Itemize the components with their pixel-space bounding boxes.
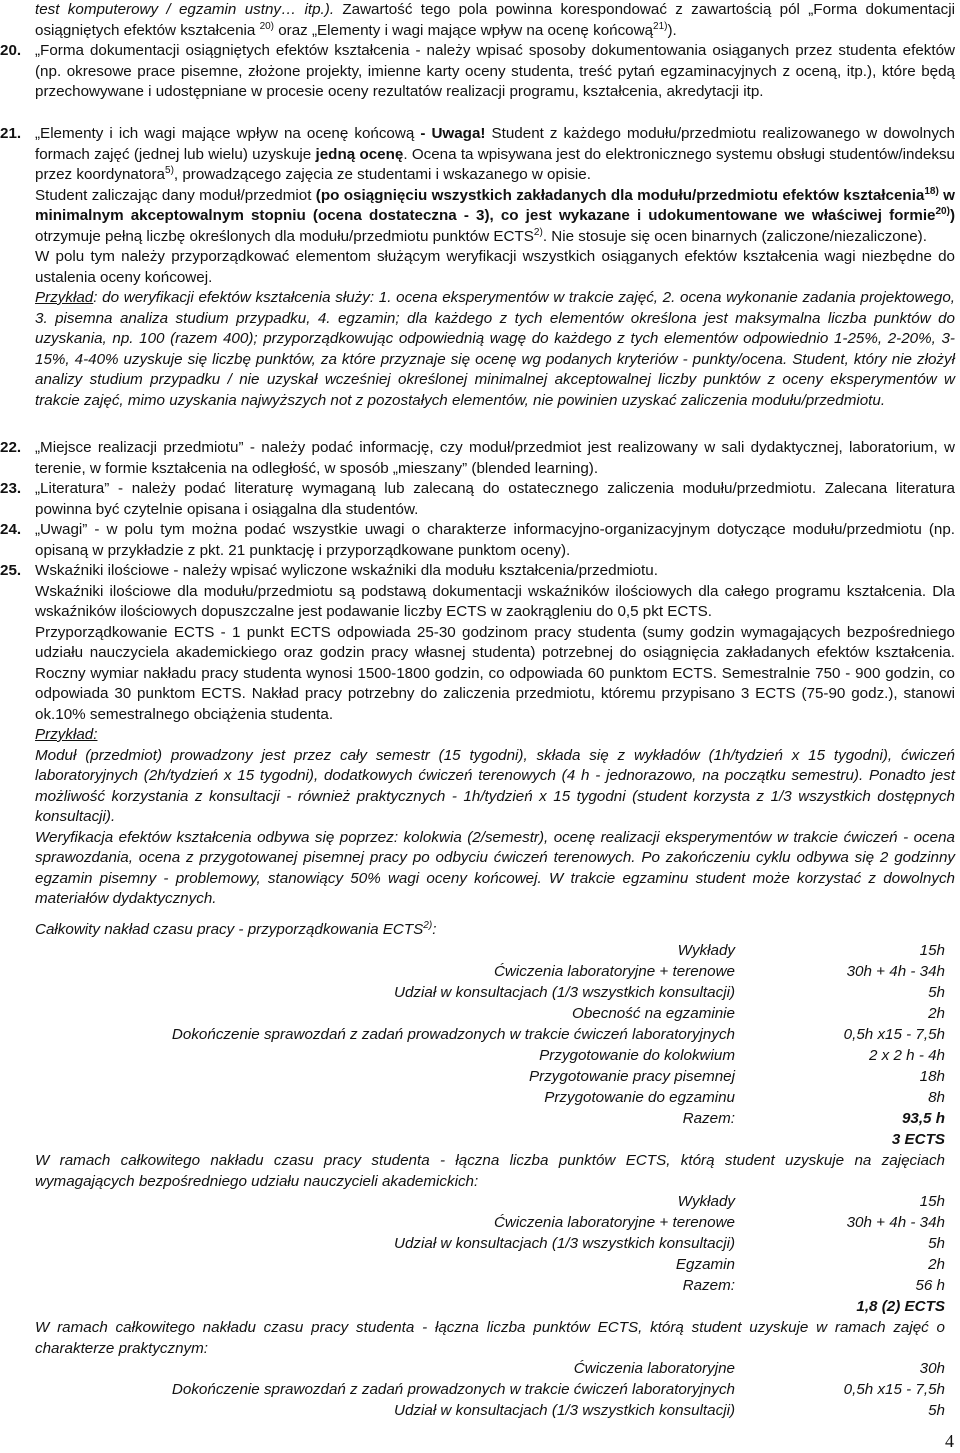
section-24-text: „Uwagi” - w polu tym można podać wszystkie uwagi o charakterze informacyjno-organizacyjnym dotyczące modułu/przedmiotu (np. opisaną w przykładzie z pkt. 21 punktację i przyporządkowane punktom oceny). [35,521,955,559]
activity-label: Ćwiczenia laboratoryjne + terenowe [493,963,735,980]
workload-row [35,1297,945,1318]
workload-row [35,1130,945,1151]
activity-hours: 3 ECTS [891,1131,945,1148]
section-20 [0,41,955,103]
activity-hours: 2h [928,1256,945,1273]
workload-row [35,1046,945,1067]
section-25-p2: Wskaźniki ilościowe dla modułu/przedmiotu są podstawą dokumentacji wskaźników ilościowych dla całego programu kształcenia. Dla wskaźników ilościowych dopuszczalne jest podawanie liczby ECTS w zaokrągleniu do 0,5 pkt ECTS. [35,582,955,620]
emphasis: ) [949,207,955,224]
section-23 [0,479,955,520]
footnote-ref: 21) [653,20,668,32]
workload-row [35,1067,945,1088]
section-24 [0,520,955,561]
workload-row [35,941,945,962]
activity-hours: 5h [928,984,945,1001]
activity-hours: 56 h [915,1277,945,1294]
section-21-p3: W polu tym należy przyporządkować elementom służącym weryfikacji wszystkich osiąganych efektów kształcenia wagi niezbędne do ustalenia oceny końcowej. [35,248,955,286]
text: Student zaliczając dany moduł/przedmiot [35,186,316,204]
intro-text-c: ). [667,21,677,39]
page-number: 4 [945,1430,954,1451]
section-number: 21. [0,125,22,142]
workload-row [35,1380,945,1401]
activity-label [35,1130,745,1151]
intro-lead: test komputerowy / egzamin ustny… itp.). [35,1,335,18]
dash: - [414,125,432,142]
footnote-ref: 20) [935,206,950,217]
activity-label: Razem: [682,1110,735,1127]
activity-label [35,1297,745,1318]
section-23-text: „Literatura” - należy podać literaturę wymaganą lub zalecaną do ostatecznego zaliczenia modułu/przedmiotu. Zalecana literatura powinna być czytelnie opisana i osiągalna dla studentów. [35,480,955,518]
activity-hours: 2h [928,1005,945,1022]
activity-hours: 0,5h x15 - 7,5h [843,1026,945,1043]
activity-label: Egzamin [675,1256,735,1273]
workload-row [35,1234,945,1255]
emphasis: jedną ocenę [315,145,404,163]
direct-contact-paragraph: W ramach całkowitego nakładu czasu pracy studenta - łączna liczba punktów ECTS, którą student uzyskuje na zajęciach wymagających bezpośredniego udziału nauczycieli akademickich: [35,1152,945,1190]
section-21-example [35,288,955,411]
section-21-p1 [35,124,955,186]
text: . Nie stosuje się ocen binarnych (zaliczone/niezaliczone). [542,227,927,245]
section-25 [0,561,955,910]
footnote-ref: 2) [533,226,543,238]
activity-hours: 2 x 2 h - 4h [869,1047,945,1064]
workload-row [35,1109,945,1130]
activity-label: Dokończenie sprawozdań z zadań prowadzonych w trakcie ćwiczeń laboratoryjnych [171,1381,735,1398]
intro-paragraph [35,0,955,41]
workload-row [35,1276,945,1297]
activity-label: Wykłady [677,942,735,959]
workload-row [35,962,945,983]
activity-label: Udział w konsultacjach (1/3 wszystkich konsultacji) [394,1402,735,1419]
section-22 [0,438,955,479]
activity-hours: 15h [919,1193,945,1210]
activity-hours: 1,8 (2) ECTS [856,1298,945,1315]
activity-hours: 0,5h x15 - 7,5h [843,1381,945,1398]
section-number: 25. [0,562,22,579]
activity-label: Razem: [682,1277,735,1294]
activity-hours: 5h [928,1402,945,1419]
warning-label: Uwaga! [431,125,486,142]
activity-label: Przygotowanie pracy pisemnej [529,1068,735,1085]
section-number: 20. [0,42,22,59]
emphasis: (po osiągnięciu wszystkich zakładanych dla modułu/przedmiotu efektów kształcenia [315,186,925,204]
direct-contact-table [35,1192,945,1318]
text: Student z każdego modułu/przedmiotu realizowanego w dowolnych formach zajęć (jednej lub wielu) uzyskuje [35,125,955,163]
workload-row [35,983,945,1004]
workload-row [35,1359,945,1380]
activity-label: Obecność na egzaminie [572,1005,735,1022]
practical-paragraph: W ramach całkowitego nakładu czasu pracy studenta - łączna liczba punktów ECTS, którą student uzyskuje w ramach zajęć o charakterze praktycznym: [35,1319,945,1357]
footnote-ref: 18) [924,185,939,197]
activity-hours: 30h + 4h - 34h [846,1214,945,1231]
section-number: 22. [0,439,22,456]
activity-hours: 93,5 h [901,1110,945,1127]
workload-row [35,1088,945,1109]
workload-row [35,1401,945,1422]
activity-label: Ćwiczenia laboratoryjne + terenowe [493,1214,735,1231]
text: otrzymuje pełną liczbę określonych dla modułu/przedmiotu punktów ECTS [35,227,534,245]
activity-label: Przygotowanie do egzaminu [544,1089,735,1106]
section-21 [0,124,956,411]
activity-label: Ćwiczenia laboratoryjne [573,1360,735,1377]
workload-row [35,1255,945,1276]
example-label: Przykład [35,289,94,306]
example-text: : do weryfikacji efektów kształcenia służy: 1. ocena eksperymentów w trakcie zajęć, 2. ocena wykonanie zadania projektowego, 3. pisemna analiza studium przypadku, 4. egzamin; dla każdego z tych elementów określona jest maksymalna liczba punktów do uzyskania, np. 100 (razem 400); przyporządkowując odpowiednią wagę do każdego z tych elementów odpowiednio 1-25%, 2-20%, 3-15%, 4-40% uzyskuje się liczbę punktów, za które przyznaje się ocenę wg podanych kryteriów - punkty/ocena. Student, który nie złożył analizy studium przypadku / nie uzyskał wcześniej określonej minimalnej akceptowalnej liczby punktów z oceny eksperymentów w trakcie zajęć, mimo uzyskania najwyższych not z pozostałych elementów, nie powinien uzyskać zaliczenia modułu/przedmiotu. [35,289,955,409]
footnote-ref: 20) [259,20,275,32]
workload-row [35,1025,945,1046]
section-21-p2 [35,186,955,248]
activity-hours: 30h + 4h - 34h [846,963,945,980]
intro-text-a: Zawartość tego pola powinna korespondować z zawartością pól „Forma dokumentacji osiągniętych efektów kształcenia [35,1,955,39]
activity-hours: 15h [919,942,945,959]
intro-text-b: oraz „Elementy i wagi mające wpływ na ocenę końcową [274,21,654,39]
activity-hours: 5h [928,1235,945,1252]
section-number: 24. [0,521,22,538]
activity-label: Wykłady [677,1193,735,1210]
emphasis: w minimalnym akceptowalnym stopniu (ocena dostateczna - 3), co jest wykazane i udokumentowane we właściwej formie [35,186,955,224]
footnote-ref: 5) [165,165,174,176]
workload-title-colon: : [432,921,437,938]
activity-label: Dokończenie sprawozdań z zadań prowadzonych w trakcie ćwiczeń laboratoryjnych [171,1026,735,1043]
activity-hours: 30h [919,1360,945,1377]
workload-title [35,920,436,941]
workload-row [35,1192,945,1213]
description: - należy wpisać sposoby dokumentowania osiąganych przez studenta efektów (np. okresowe prace pisemne, złożone projekty, imienne karty oceny studenta, treść pytań egzaminacyjnych z oceną, itp.), które będą przechowywane i udostępniane w procesie oceny rezultatów realizacji programu, kształcenia, akredytacji itp. [35,42,955,100]
text: , prowadzącego zajęcia ze studentami i wskazanego w opisie. [173,166,591,183]
term: „Elementy i ich wagi mające wpływ na ocenę końcową [35,125,415,142]
workload-table [35,941,945,1151]
activity-label: Udział w konsultacjach (1/3 wszystkich konsultacji) [394,984,735,1001]
example-label: Przykład: [35,726,98,743]
footnote-ref: 2) [423,920,433,931]
section-25-p4: Moduł (przedmiot) prowadzony jest przez cały semestr (15 tygodni), składa się z wykładów (1h/tydzień x 15 tygodni), ćwiczeń laboratoryjnych (2h/tydzień x 15 tygodni), dodatkowych ćwiczeń terenowych (4 h - jednorazowo, na początku semestru). Ponadto jest możliwość korzystania z konsultacji - również praktycznych - 1h/tydzień x 15 tygodni (student korzysta z 1/3 wszystkich dostępnych konsultacji). [35,746,955,825]
section-25-p3: Przyporządkowanie ECTS - 1 punkt ECTS odpowiada 25-30 godzinom pracy studenta (sumy godzin wymagających bezpośredniego udziału nauczyciela akademickiego oraz godzin pracy własnej studenta) potrzebnej do osiągnięcia zakładanych efektów kształcenia. Roczny wymiar nakładu pracy studenta wynosi 1500-1800 godzin, co odpowiada 60 punktom ECTS. Semestralnie 750 - 900 godzin, co odpowiada 30 punktom ECTS. Nakład pracy potrzebny do zaliczenia przedmiotu, któremu przypisano 3 ECTS (75-90 godz.), stanowi ok.10% semestralnego obciążenia studenta. [35,623,955,723]
section-25-p5: Weryfikacja efektów kształcenia odbywa się poprzez: kolokwia (2/semestr), ocenę realizacji eksperymentów w trakcie ćwiczeń - ocena sprawozdania, ocena z przygotowanej pisemnej pracy po odbyciu ćwiczeń terenowych. Po zakończeniu cyklu odbywa się 2 godzinny egzamin pisemny - problemowy, stanowiący 50% wagi oceny końcowej. W trakcie egzaminu student może korzystać z dowolnych materiałów dydaktycznych. [35,828,955,907]
activity-label: Udział w konsultacjach (1/3 wszystkich konsultacji) [394,1235,735,1252]
workload-row [35,1004,945,1025]
workload-row [35,1213,945,1234]
section-22-text: „Miejsce realizacji przedmiotu” - należy podać informację, czy moduł/przedmiot jest realizowany w sali dydaktycznej, laboratorium, w terenie, w formie kształcenia na odległość, w sposób „mieszany” (blended learning). [35,439,955,477]
term: „Forma dokumentacji osiągniętych efektów kształcenia [35,42,410,59]
activity-hours: 18h [919,1068,945,1085]
practical-table [35,1359,945,1422]
text: . Ocena ta wpisywana jest do elektronicznego systemu obsługi studentów/indeksu przez koordynatora [35,145,956,183]
workload-title-text: Całkowity nakład czasu pracy - przyporządkowania ECTS [35,921,424,938]
section-20-text [35,41,955,103]
section-number: 23. [0,480,22,497]
section-25-p1: Wskaźniki ilościowe - należy wpisać wyliczone wskaźniki dla modułu kształcenia/przedmiotu. [35,562,658,579]
activity-label: Przygotowanie do kolokwium [539,1047,735,1064]
activity-hours: 8h [928,1089,945,1106]
